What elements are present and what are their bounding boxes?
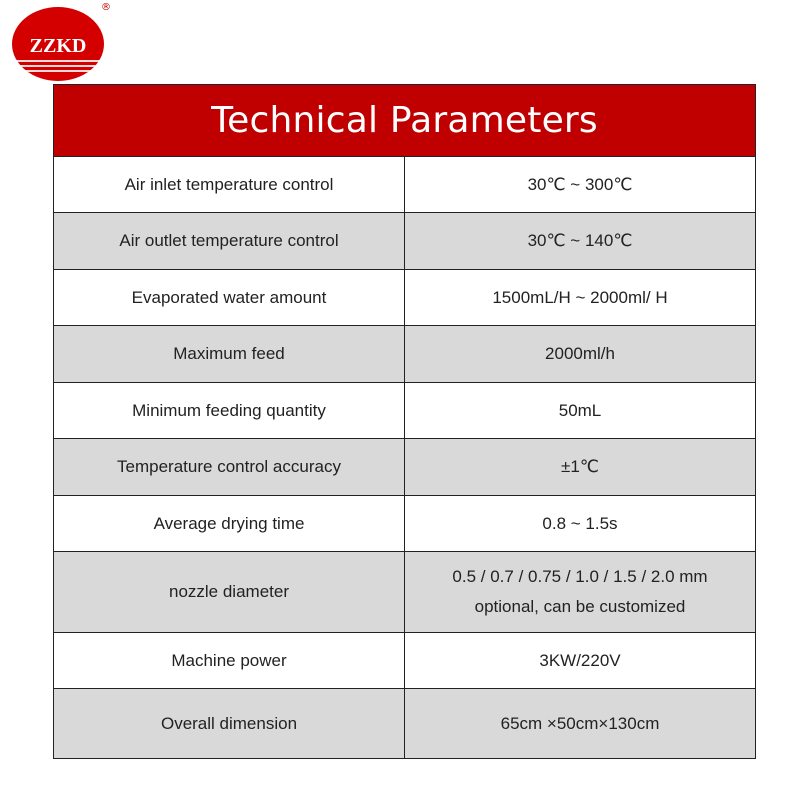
- table-row: [54, 326, 756, 383]
- table-row: [54, 689, 756, 759]
- param-value: 3KW/220V: [405, 633, 756, 689]
- table-row: [54, 552, 756, 633]
- param-value: 30℃ ~ 140℃: [405, 213, 756, 270]
- param-label: Overall dimension: [54, 689, 405, 759]
- table-row: [54, 496, 756, 552]
- param-label: Temperature control accuracy: [54, 439, 405, 496]
- table-row: [54, 270, 756, 326]
- param-value-line: 0.5 / 0.7 / 0.75 / 1.0 / 1.5 / 2.0 mm: [452, 567, 708, 586]
- logo-text: ZZKD: [29, 35, 87, 57]
- param-value: 50mL: [405, 383, 756, 439]
- table-title: Technical Parameters: [54, 85, 756, 157]
- param-label: Minimum feeding quantity: [54, 383, 405, 439]
- param-value: 0.8 ~ 1.5s: [405, 496, 756, 552]
- registered-mark: ®: [101, 2, 111, 13]
- table-row: [54, 383, 756, 439]
- param-value: ±1℃: [405, 439, 756, 496]
- brand-logo: [10, 4, 110, 84]
- param-value: 1500mL/H ~ 2000ml/ H: [405, 270, 756, 326]
- param-value-line: optional, can be customized: [474, 597, 686, 616]
- param-label: Evaporated water amount: [54, 270, 405, 326]
- param-label: Machine power: [54, 633, 405, 689]
- table-row: [54, 213, 756, 270]
- param-label: Maximum feed: [54, 326, 405, 383]
- param-label: Air outlet temperature control: [54, 213, 405, 270]
- param-label: Air inlet temperature control: [54, 157, 405, 213]
- table-row: [54, 633, 756, 689]
- logo-emblem: [10, 4, 110, 84]
- table-row: [54, 157, 756, 213]
- table-row: [54, 439, 756, 496]
- param-value: 30℃ ~ 300℃: [405, 157, 756, 213]
- param-label: Average drying time: [54, 496, 405, 552]
- param-value: [405, 552, 756, 633]
- param-value: 2000ml/h: [405, 326, 756, 383]
- param-value: 65cm ×50cm×130cm: [405, 689, 756, 759]
- spec-table: [53, 84, 756, 759]
- param-label: nozzle diameter: [54, 552, 405, 633]
